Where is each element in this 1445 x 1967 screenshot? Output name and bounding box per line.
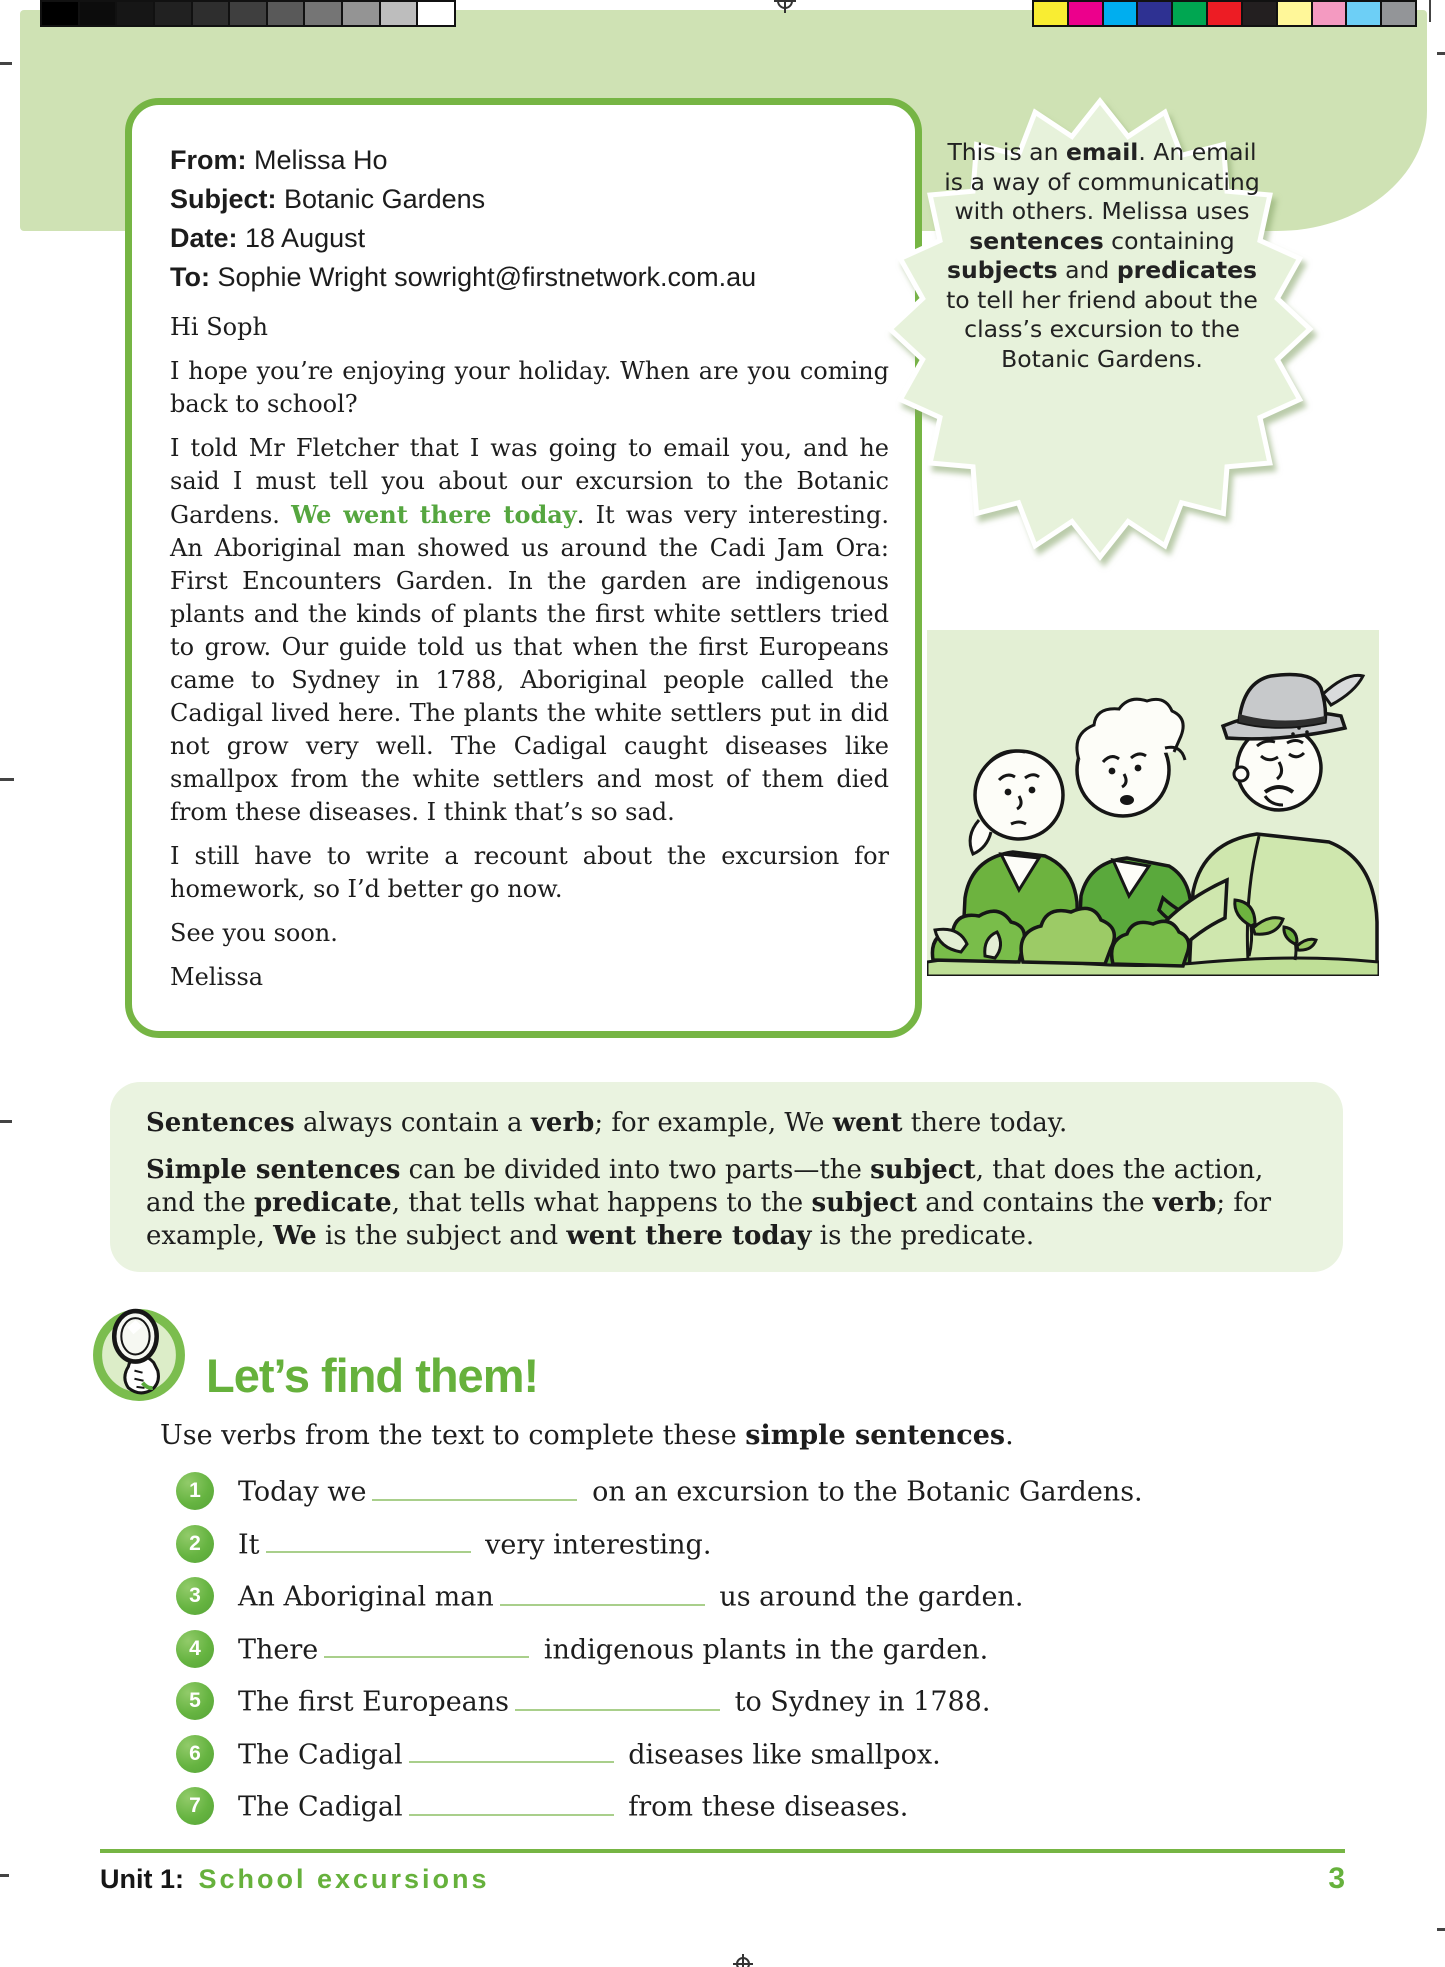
exercise-item bbox=[176, 1682, 1356, 1720]
item-sentence: An Aboriginal man us around the garden. bbox=[238, 1579, 1023, 1612]
calibration-swatch bbox=[80, 2, 116, 25]
item-number-badge: 1 bbox=[176, 1472, 214, 1510]
email-subject-line: Subject: Botanic Gardens bbox=[170, 184, 486, 214]
item-number-badge: 7 bbox=[176, 1787, 214, 1825]
calibration-swatch bbox=[1313, 2, 1346, 25]
email-header bbox=[170, 141, 889, 297]
crop-mark bbox=[1437, 52, 1445, 55]
item-sentence: The Cadigal diseases like smallpox. bbox=[238, 1737, 941, 1770]
exercise-item bbox=[176, 1525, 1356, 1563]
item-number-badge: 3 bbox=[176, 1577, 214, 1615]
email-paragraph: I hope you’re enjoying your holiday. When are you coming back to school? bbox=[170, 357, 889, 418]
calibration-swatch bbox=[230, 2, 266, 25]
registration-mark-icon bbox=[772, 0, 798, 15]
footer bbox=[100, 1862, 1345, 1896]
email-to-line: To: Sophie Wright sowright@firstnetwork.com.au bbox=[170, 262, 757, 292]
unit-breadcrumb bbox=[100, 1864, 490, 1895]
magnifier-icon bbox=[90, 1306, 188, 1404]
calibration-swatch bbox=[155, 2, 191, 25]
crop-mark bbox=[1437, 1928, 1445, 1931]
exercise-item bbox=[176, 1630, 1356, 1668]
item-sentence: It very interesting. bbox=[238, 1527, 711, 1560]
exercise-item bbox=[176, 1787, 1356, 1825]
calibration-swatch bbox=[117, 2, 153, 25]
registration-mark-icon bbox=[730, 1950, 756, 1967]
starburst-callout-text: This is an email. An email is a way of communicating with others. Melissa uses sentences containing subjects and predicates to tell her friend about the class’s excursion to the Botanic Gardens. bbox=[944, 138, 1260, 373]
email-paragraph: I told Mr Fletcher that I was going to email you, and he said I must tell you about our excursion to the Botanic Gardens. We went there today. It was very interesting. An Aboriginal man showed us around the Cadi Jam Ora: First Encounters Garden. In the garden are indigenous plants and the kinds of plants the first white settlers tried to grow. Our guide told us that when the first Europeans came to Sydney in 1788, Aboriginal people called the Cadigal lived here. The plants the white settlers put in did not grow very well. The Cadigal caught diseases like smallpox from the white settlers and most of them died from these diseases. I think that’s so sad. bbox=[170, 434, 889, 826]
calibration-swatch bbox=[1138, 2, 1171, 25]
email-date-line: Date: 18 August bbox=[170, 223, 366, 253]
item-number-badge: 6 bbox=[176, 1735, 214, 1773]
exercise-list bbox=[176, 1472, 1356, 1840]
email-body bbox=[170, 311, 889, 994]
email-greeting: Hi Soph bbox=[170, 313, 268, 341]
page-number: 3 bbox=[1328, 1862, 1345, 1895]
crop-mark bbox=[1429, 0, 1431, 22]
activity-instruction: Use verbs from the text to complete these simple sentences. bbox=[160, 1420, 1014, 1451]
calibration-swatch bbox=[193, 2, 229, 25]
exercise-item bbox=[176, 1577, 1356, 1615]
calibration-swatch bbox=[1278, 2, 1311, 25]
unit-label: Unit 1: bbox=[100, 1864, 184, 1894]
calibration-swatch bbox=[1382, 2, 1415, 25]
crop-mark bbox=[0, 62, 12, 65]
crop-mark bbox=[0, 778, 14, 781]
email-signature: Melissa bbox=[170, 963, 264, 991]
calibration-swatch bbox=[1034, 2, 1067, 25]
item-number-badge: 4 bbox=[176, 1630, 214, 1668]
item-sentence: Today we on an excursion to the Botanic Gardens. bbox=[238, 1474, 1143, 1507]
exercise-item bbox=[176, 1472, 1356, 1510]
crop-mark bbox=[0, 1120, 12, 1123]
email-signoff: See you soon. bbox=[170, 919, 338, 947]
calibration-swatch bbox=[1347, 2, 1380, 25]
calibration-swatch bbox=[381, 2, 417, 25]
info-sentence-rule: Sentences always contain a verb; for example, We went there today. bbox=[146, 1108, 1068, 1138]
item-sentence: The Cadigal from these diseases. bbox=[238, 1789, 908, 1822]
exercise-item bbox=[176, 1735, 1356, 1773]
calibration-swatch bbox=[42, 2, 78, 25]
calibration-swatch bbox=[268, 2, 304, 25]
email-paragraph: I still have to write a recount about the excursion for homework, so I’d better go now. bbox=[170, 842, 889, 903]
calibration-swatch bbox=[343, 2, 379, 25]
crop-mark bbox=[0, 1874, 9, 1877]
info-simple-sentence-rule: Simple sentences can be divided into two parts—the subject, that does the action, and the predicate, that tells what happens to the subject and contains the verb; for example, We is the subject and went there today is the predicate. bbox=[146, 1155, 1272, 1251]
calibration-swatch bbox=[1104, 2, 1137, 25]
activity-title: Let’s find them! bbox=[206, 1349, 539, 1402]
unit-title: School excursions bbox=[198, 1864, 490, 1894]
item-sentence: The first Europeans to Sydney in 1788. bbox=[238, 1684, 990, 1717]
calibration-swatch bbox=[418, 2, 454, 25]
grayscale-calibration-bar bbox=[40, 0, 456, 27]
email-panel bbox=[125, 98, 922, 1038]
calibration-swatch bbox=[1208, 2, 1241, 25]
footer-rule bbox=[100, 1849, 1345, 1853]
calibration-swatch bbox=[1243, 2, 1276, 25]
item-sentence: There indigenous plants in the garden. bbox=[238, 1632, 988, 1665]
calibration-swatch bbox=[1173, 2, 1206, 25]
email-from-line: From: Melissa Ho bbox=[170, 145, 388, 175]
garden-illustration bbox=[927, 630, 1379, 976]
grammar-info-panel bbox=[110, 1082, 1343, 1272]
item-number-badge: 2 bbox=[176, 1525, 214, 1563]
calibration-swatch bbox=[305, 2, 341, 25]
item-number-badge: 5 bbox=[176, 1682, 214, 1720]
calibration-swatch bbox=[1069, 2, 1102, 25]
color-calibration-bar bbox=[1032, 0, 1417, 27]
